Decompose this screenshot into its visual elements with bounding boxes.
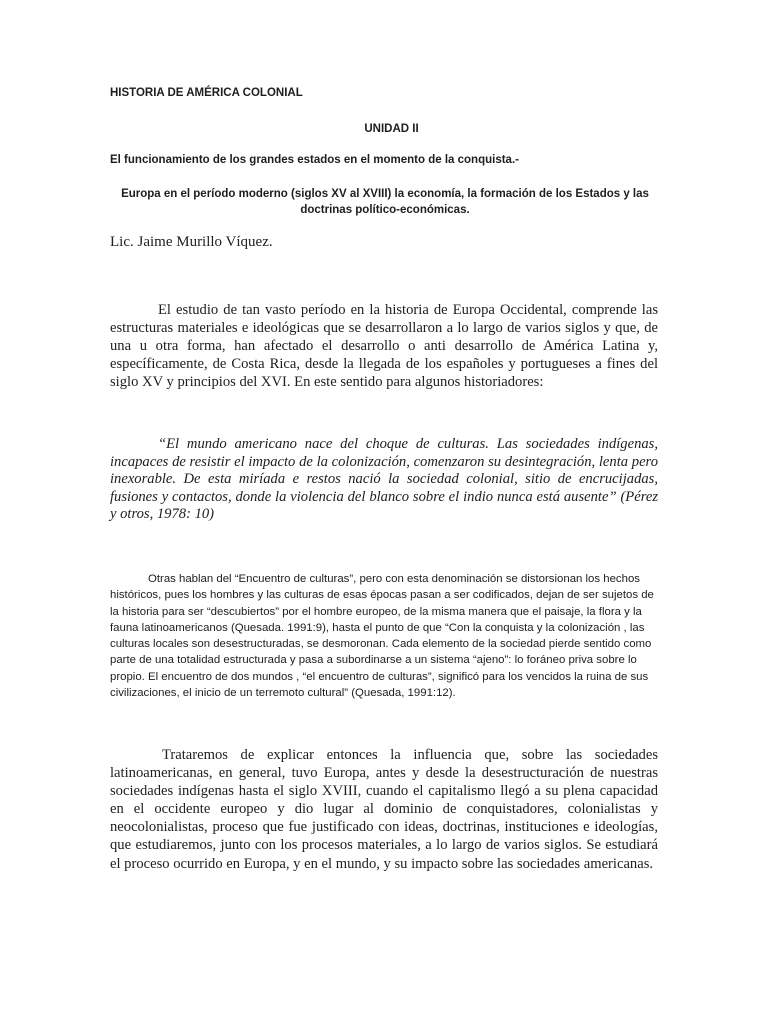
block-quote: “El mundo americano nace del choque de culturas. Las sociedades indígenas, incapaces de resistir el impacto de la colonización, comenzaron su desintegración, lenta pero inexorable. De esta miríada e restos nació la sociedad colonial, sitio de encrucijadas, fusiones y contactos, donde la violencia del blanco sobre el indio nunca está ausente” (Pérez y otros, 1978: 10) bbox=[110, 436, 658, 523]
body-paragraph-sans: Otras hablan del “Encuentro de culturas”, pero con esta denominación se distorsionan los hechos históricos, pues los hombres y las culturas de esas épocas pasan a ser codificados, dejan de ser sujetos de la historia para ser “descubiertos” por el hombre europeo, de la misma manera que el paisaje, la flora y la fauna latinoamericanos (Quesada. 1991:9), hasta el punto de que “Con la conquista y la colonización , las culturas locales son desestructuradas, se desmoronan. Cada elemento de la sociedad pierde sentido como parte de una totalidad estructurada y pasa a subordinarse a un sistema “ajeno”: lo foráneo priva sobre lo propio. El encuentro de dos mundos , “el encuentro de culturas”, significó para los vencidos la ruina de sus civilizaciones, el inicio de un terremoto cultural” (Quesada, 1991:12). bbox=[110, 573, 654, 700]
unit-title: UNIDAD II bbox=[364, 123, 419, 135]
closing-paragraph: Trataremos de explicar entonces la influencia que, sobre las sociedades latinoamericanas, en general, tuvo Europa, antes y desde la desestructuración de nuestras sociedades indígenas hasta el siglo XVIII, cuando el capitalismo llegó a su plena capacidad en el occidente europeo y dio lugar al dominio de conquistadores, colonialistas y neocolonialistas, proceso que fue justificado con ideas, doctrinas, instituciones e ideologías, que estudiaremos, junto con los procesos materiales, a lo largo de varios siglos. Se estudiará el proceso ocurrido en Europa, y en el mundo, y su impacto sobre las sociedades americanas. bbox=[110, 747, 658, 872]
intro-paragraph: El estudio de tan vasto período en la historia de Europa Occidental, comprende las estructuras materiales e ideológicas que se desarrollaron a lo largo de varios siglos y que, de una u otra forma, han afectado el desarrollo o anti desarrollo de América Latina y, específicamente, de Costa Rica, desde la llegada de los españoles y portugueses a fines del siglo XV y principios del XVI. En este sentido para algunos historiadores: bbox=[110, 302, 658, 390]
topic-title: El funcionamiento de los grandes estados en el momento de la conquista.- bbox=[110, 154, 519, 166]
course-title: HISTORIA DE AMÉRICA COLONIAL bbox=[110, 87, 303, 99]
author-name: Lic. Jaime Murillo Víquez. bbox=[110, 234, 273, 250]
subtopic-title: Europa en el período moderno (siglos XV al XVIII) la economía, la formación de los Estados y las doctrinas político-económicas. bbox=[121, 188, 649, 216]
